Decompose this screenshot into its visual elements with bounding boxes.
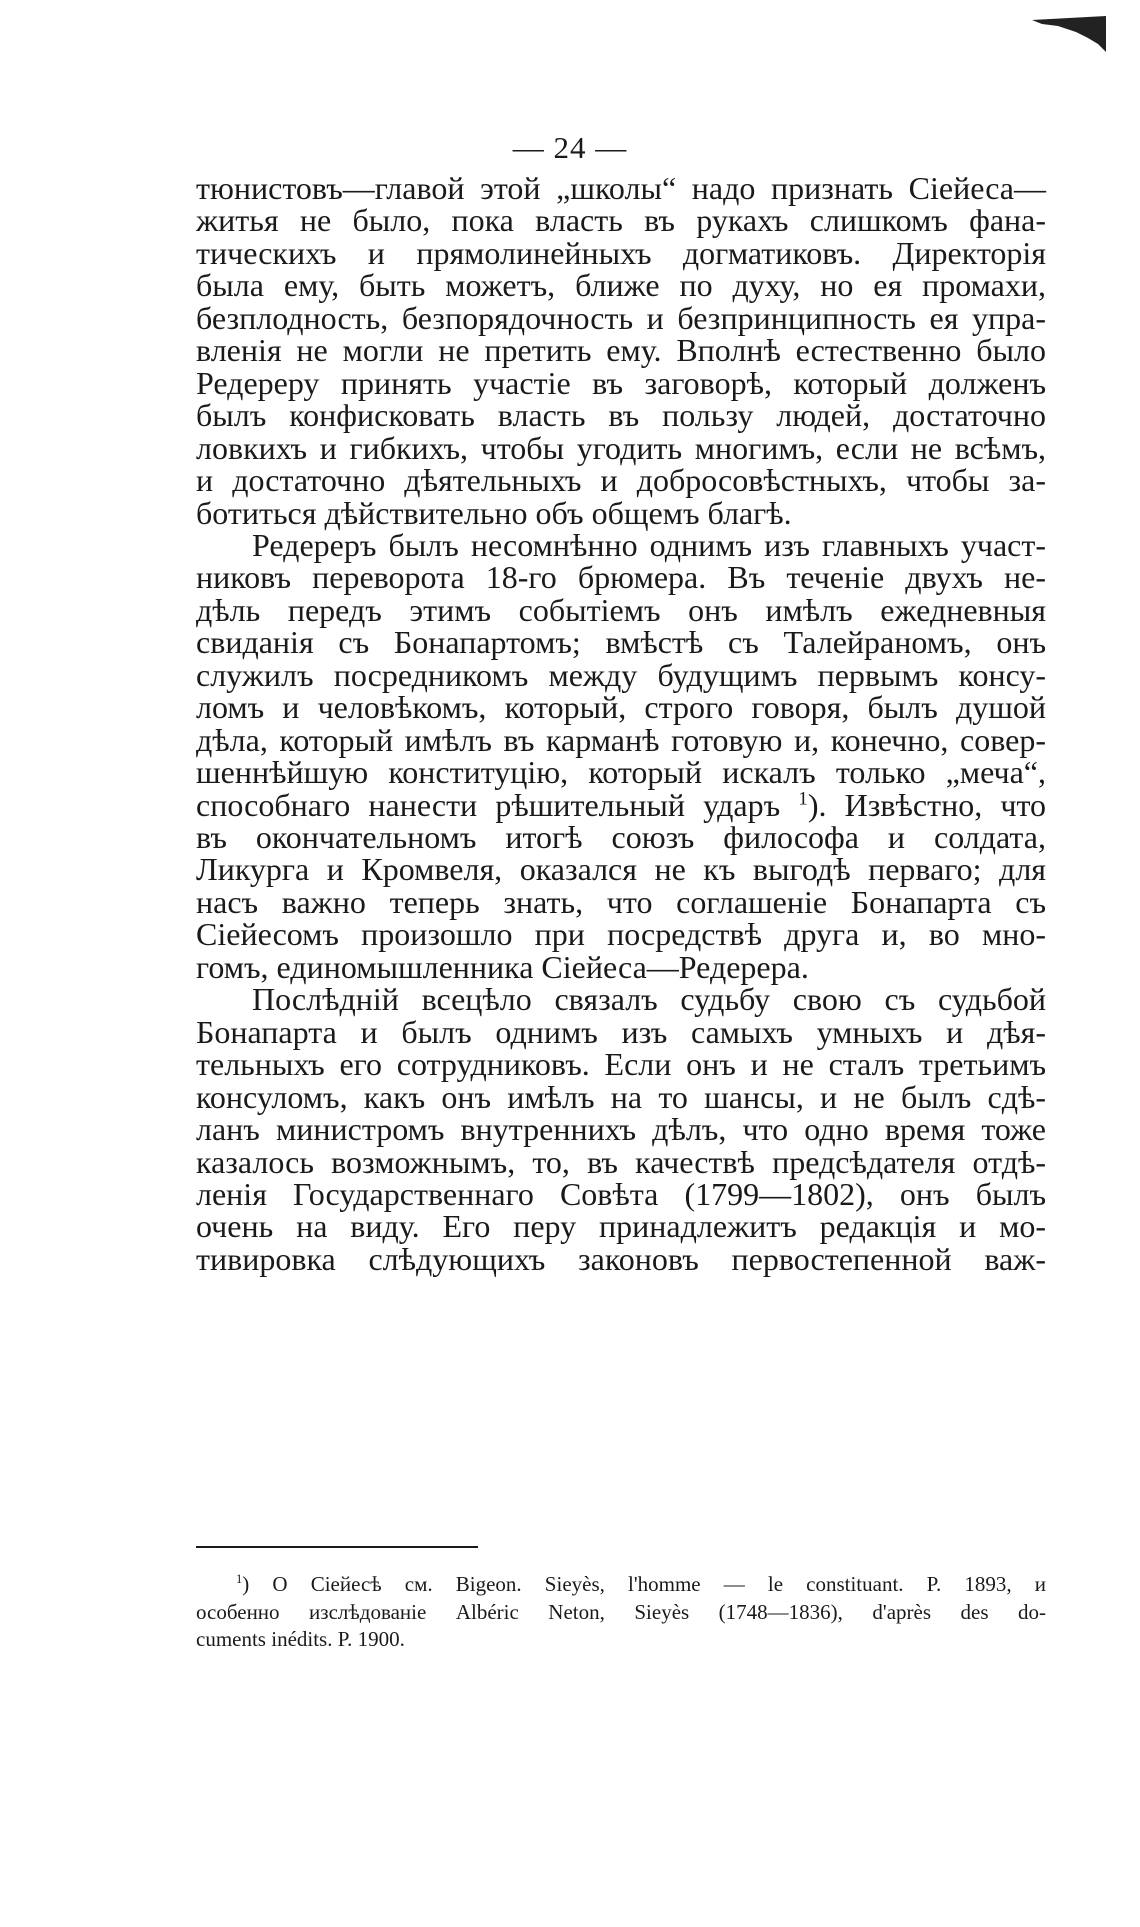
text-line: консуломъ, какъ онъ имѣлъ на то шансы, и не былъ сдѣ-: [196, 1078, 1046, 1115]
text-line: ломъ и человѣкомъ, который, строго говоря, былъ душой: [196, 689, 1046, 726]
text-line: вленія не могли не претить ему. Вполнѣ естественно было: [196, 332, 1046, 369]
text-line: въ окончательномъ итогѣ союзъ философа и солдата,: [196, 819, 1046, 855]
text-line: тюнистовъ—главой этой „школы“ надо признать Сіейеса—: [196, 170, 1046, 206]
text-line: дѣль передъ этимъ событіемъ онъ имѣлъ ежедневныя: [196, 591, 1046, 628]
text-line: Редереру принять участіе въ заговорѣ, который долженъ: [196, 364, 1046, 401]
footnote-reference[interactable]: 1: [798, 787, 808, 809]
page-number: — 24 —: [512, 130, 628, 165]
footnote-line: cuments inédits. P. 1900.: [196, 1627, 405, 1651]
text-line: тельныхъ его сотрудниковъ. Если онъ и не сталъ третьимъ: [196, 1046, 1046, 1083]
text-segment: способнаго нанести рѣшительный ударъ: [196, 786, 781, 823]
text-line: гомъ, единомышленника Сіейеса—Редерера.: [196, 948, 809, 985]
text-line: ловкихъ и гибкихъ, чтобы угодить многимъ, если не всѣмъ,: [196, 429, 1046, 466]
text-line: былъ конфисковать власть въ пользу людей, достаточно: [196, 397, 1046, 434]
text-segment: ). Извѣстно, что: [807, 786, 1047, 823]
text-line: и достаточно дѣятельныхъ и добросовѣстныхъ, чтобы за-: [196, 462, 1046, 499]
text-line: Ликурга и Кромвеля, оказался не къ выгодѣ перваго; для: [196, 851, 1046, 888]
text-line: была ему, быть можетъ, ближе по духу, но ея промахи,: [196, 267, 1046, 304]
text-line: Редереръ былъ несомнѣнно однимъ изъ главныхъ участ-: [252, 526, 1046, 563]
text-line: казалось возможнымъ, то, въ качествѣ предсѣдателя отдѣ-: [196, 1143, 1046, 1180]
text-line: тивировка слѣдующихъ законовъ первостепенной важ-: [196, 1240, 1046, 1277]
text-line: ланъ министромъ внутреннихъ дѣлъ, что одно время тоже: [196, 1111, 1046, 1148]
text-line: тическихъ и прямолинейныхъ догматиковъ. Директорія: [196, 234, 1046, 271]
text-line: служилъ посредникомъ между будущимъ первымъ консу-: [196, 656, 1046, 693]
text-line: Сіейесомъ произошло при посредствѣ друга и, во мно-: [196, 916, 1046, 953]
text-line: житья не было, пока власть въ рукахъ слишкомъ фана-: [196, 202, 1046, 239]
text-line: свиданія съ Бонапартомъ; вмѣстѣ съ Талейраномъ, онъ: [196, 624, 1046, 661]
text-line: дѣла, который имѣлъ въ карманѣ готовую и, конечно, совер-: [196, 721, 1046, 758]
text-line: шеннѣйшую конституцію, который искалъ только „меча“,: [196, 754, 1046, 791]
text-line: Послѣдній всецѣло связалъ судьбу свою съ судьбой: [252, 981, 1046, 1018]
footnote-line: особенно изслѣдованіе Albéric Neton, Sieyès (1748—1836), d'après des do-: [196, 1599, 1046, 1624]
text-line: Бонапарта и былъ однимъ изъ самыхъ умныхъ и дѣя-: [196, 1013, 1046, 1050]
footnote-separator: [196, 1546, 478, 1548]
text-line: безплодность, безпорядочность и безпринципность ея упра-: [196, 299, 1046, 336]
text-line: никовъ переворота 18-го брюмера. Въ теченіе двухъ не-: [196, 559, 1046, 596]
text-line: ленія Государственнаго Совѣта (1799—1802), онъ былъ: [196, 1175, 1046, 1212]
footnote-marker: 1: [236, 1572, 243, 1586]
text-line: очень на виду. Его перу принадлежитъ редакція и мо-: [196, 1208, 1046, 1245]
text-line: ботиться дѣйствительно объ общемъ благѣ.: [196, 494, 792, 531]
scan-edge-mark: [1028, 14, 1108, 54]
text-line: насъ важно теперь знать, что соглашеніе Бонапарта съ: [196, 883, 1046, 920]
footnote-text: ) О Сіейесѣ см. Bigeon. Sieyès, l'homme — le constituant. P. 1893, и: [242, 1572, 1046, 1596]
